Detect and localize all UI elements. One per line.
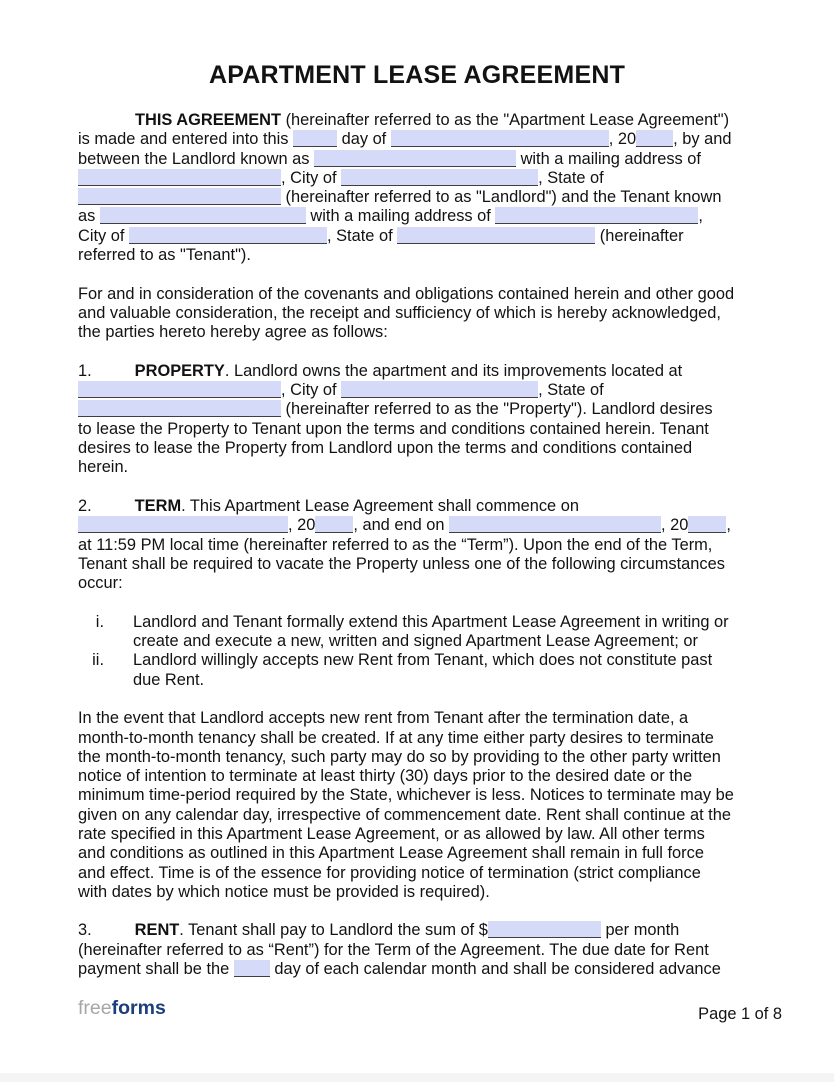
text-line	[78, 304, 756, 323]
blank-field[interactable]	[78, 381, 281, 398]
text-run: 2.	[78, 496, 92, 515]
text-line	[133, 632, 756, 651]
text-run: (hereinafter referred to as the "Property"). Landlord desires	[281, 400, 713, 419]
text-line	[78, 497, 756, 516]
blank-field[interactable]	[341, 381, 538, 398]
intro-paragraph	[78, 111, 756, 265]
text-line	[78, 362, 756, 381]
text-run: day of each calendar month and shall be considered advance	[269, 960, 721, 979]
text-line	[78, 400, 756, 419]
text-line	[78, 574, 756, 593]
text-run: month-to-month tenancy shall be created. If at any time either party desires to terminate	[78, 728, 714, 747]
term-extension-list	[78, 613, 756, 690]
blank-field[interactable]	[495, 207, 698, 224]
text-run: (hereinafter	[595, 226, 684, 245]
text-run: at 11:59 PM local time (hereinafter referred to as the “Term”). Upon the end of the Term,	[78, 535, 713, 554]
text-line	[78, 786, 756, 805]
text-run: For and in consideration of the covenants and obligations contained herein and other good	[78, 284, 735, 303]
month-to-month-paragraph	[78, 709, 756, 902]
text-run: , State of	[538, 381, 604, 400]
text-run: the parties hereto hereby agree as follows:	[78, 323, 388, 342]
text-run: and valuable consideration, the receipt and sufficiency of which is hereby acknowledged,	[78, 303, 721, 322]
blank-field[interactable]	[78, 188, 281, 205]
bold-run: PROPERTY	[134, 361, 225, 380]
text-line	[133, 671, 756, 690]
text-line	[78, 729, 756, 748]
document-title: APARTMENT LEASE AGREEMENT	[208, 61, 626, 89]
text-run: (hereinafter referred to as “Rent”) for the Term of the Agreement. The due date for Rent	[78, 940, 709, 959]
text-run: , City of	[281, 168, 342, 187]
list-marker: i.	[95, 612, 104, 631]
text-run: , State of	[327, 226, 398, 245]
text-line	[78, 246, 756, 265]
blank-field[interactable]	[78, 169, 281, 186]
logo-free: free	[78, 997, 112, 1019]
blank-field[interactable]	[315, 516, 353, 533]
text-run: In the event that Landlord accepts new rent from Tenant after the termination date, a	[78, 709, 689, 728]
text-line	[78, 555, 756, 574]
blank-field[interactable]	[688, 516, 726, 533]
text-line	[78, 921, 756, 940]
section-2-term	[78, 497, 756, 593]
text-run: (hereinafter referred to as the "Apartment Lease Agreement")	[281, 111, 730, 129]
text-line	[78, 207, 756, 226]
text-run: 3.	[78, 921, 92, 940]
tab-space	[78, 124, 135, 125]
text-line	[78, 439, 756, 458]
text-run: and effect. Time is of the essence for providing notice of termination (strict compliance	[78, 863, 701, 882]
list-item	[78, 651, 756, 690]
blank-field[interactable]	[100, 207, 306, 224]
tab-space	[92, 375, 135, 376]
text-run: . Landlord owns the apartment and its improvements located at	[224, 361, 683, 380]
text-line	[78, 169, 756, 188]
text-line	[78, 188, 756, 207]
text-run: . This Apartment Lease Agreement shall commence on	[181, 496, 579, 515]
page-indicator: Page 1 of 8	[698, 1005, 782, 1023]
text-run: as	[78, 207, 100, 226]
text-run: with a mailing address of	[305, 207, 496, 226]
text-line	[78, 709, 756, 728]
text-run: . Tenant shall pay to Landlord the sum of $	[179, 921, 488, 940]
blank-field[interactable]	[391, 130, 609, 147]
text-run: , 20	[288, 516, 316, 535]
text-run: create and execute a new, written and signed Apartment Lease Agreement; or	[133, 632, 698, 651]
bold-run: THIS AGREEMENT	[135, 111, 282, 129]
text-run: , 20	[661, 516, 689, 535]
text-line	[78, 883, 756, 902]
text-run: given on any calendar day, irrespective of commencement date. Rent shall continue at the	[78, 805, 731, 824]
blank-field[interactable]	[314, 150, 516, 167]
text-run: Landlord and Tenant formally extend this Apartment Lease Agreement in writing or	[133, 612, 729, 631]
text-line	[78, 150, 756, 169]
text-run: payment shall be the	[78, 960, 234, 979]
text-line	[78, 844, 756, 863]
text-run: , 20	[608, 130, 637, 149]
text-run: and conditions as outlined in this Apartment Lease Agreement shall remain in full force	[78, 844, 704, 863]
text-run: notice of intention to terminate at least thirty (30) days prior to the desired date or the	[78, 767, 693, 786]
text-run: is made and entered into this	[78, 130, 294, 149]
text-run: referred to as "Tenant").	[78, 246, 251, 265]
logo-forms: forms	[111, 997, 166, 1019]
brand-logo	[78, 996, 166, 1020]
text-run: ,	[726, 516, 731, 535]
text-line	[78, 381, 756, 400]
text-run: the month-to-month tenancy, such party may do so by providing to the other party written	[78, 747, 721, 766]
text-run: desires to lease the Property from Landlord upon the terms and conditions contained	[78, 439, 693, 458]
text-run: between the Landlord known as	[78, 149, 315, 168]
blank-field[interactable]	[449, 516, 661, 533]
text-run: herein.	[78, 458, 129, 477]
text-run: Landlord willingly accepts new Rent from Tenant, which does not constitute past	[133, 651, 713, 670]
blank-field[interactable]	[78, 400, 281, 417]
text-line	[78, 748, 756, 767]
text-line	[78, 536, 756, 555]
document-body	[78, 111, 756, 979]
text-line	[78, 767, 756, 786]
text-run: (hereinafter referred to as "Landlord") and the Tenant known	[281, 188, 722, 207]
text-run: , and end on	[353, 516, 450, 535]
text-line	[78, 227, 756, 246]
text-line	[78, 111, 756, 130]
blank-field[interactable]	[293, 130, 337, 147]
text-line	[78, 285, 756, 304]
text-run: due Rent.	[133, 670, 205, 689]
blank-field[interactable]	[636, 130, 673, 147]
text-line	[78, 516, 756, 535]
text-line	[78, 458, 756, 477]
text-line	[78, 130, 756, 149]
text-run: rate specified in this Apartment Lease Agreement, or as allowed by law. All other terms	[78, 824, 705, 843]
section-1-property	[78, 362, 756, 478]
text-run: with dates by which notice must be provided is required).	[78, 882, 490, 901]
text-run: , State of	[538, 168, 604, 187]
blank-field[interactable]	[397, 227, 595, 244]
text-run: , City of	[281, 381, 342, 400]
section-3-rent	[78, 921, 756, 979]
text-run: with a mailing address of	[516, 149, 701, 168]
text-line	[78, 420, 756, 439]
text-run: occur:	[78, 574, 123, 593]
text-run: minimum time-period required by the State, whichever is less. Notices to terminate may be	[78, 786, 734, 805]
blank-field[interactable]	[129, 227, 327, 244]
text-line	[78, 825, 756, 844]
blank-field[interactable]	[234, 960, 270, 977]
tab-space	[92, 934, 135, 935]
blank-field[interactable]	[488, 921, 601, 938]
bold-run: TERM	[134, 496, 182, 515]
page-bottom-edge	[0, 1073, 834, 1082]
text-line	[78, 806, 756, 825]
text-line	[133, 613, 756, 632]
tab-space	[92, 510, 135, 511]
bold-run: RENT	[134, 921, 180, 940]
list-item	[78, 613, 756, 652]
text-run: City of	[78, 226, 130, 245]
text-run: per month	[600, 921, 680, 940]
text-line	[78, 941, 756, 960]
text-run: day of	[337, 130, 391, 149]
consideration-paragraph	[78, 285, 756, 343]
blank-field[interactable]	[78, 516, 288, 533]
text-line	[78, 960, 756, 979]
text-line	[133, 651, 756, 670]
text-run: Tenant shall be required to vacate the Property unless one of the following circumstances	[78, 554, 725, 573]
text-line	[78, 323, 756, 342]
text-run: ,	[698, 207, 703, 226]
text-run: to lease the Property to Tenant upon the terms and conditions contained herein. Tenant	[78, 419, 709, 438]
text-run: 1.	[78, 361, 92, 380]
text-line	[78, 864, 756, 883]
blank-field[interactable]	[341, 169, 538, 186]
text-run: , by and	[673, 130, 732, 149]
list-marker: ii.	[92, 651, 104, 670]
